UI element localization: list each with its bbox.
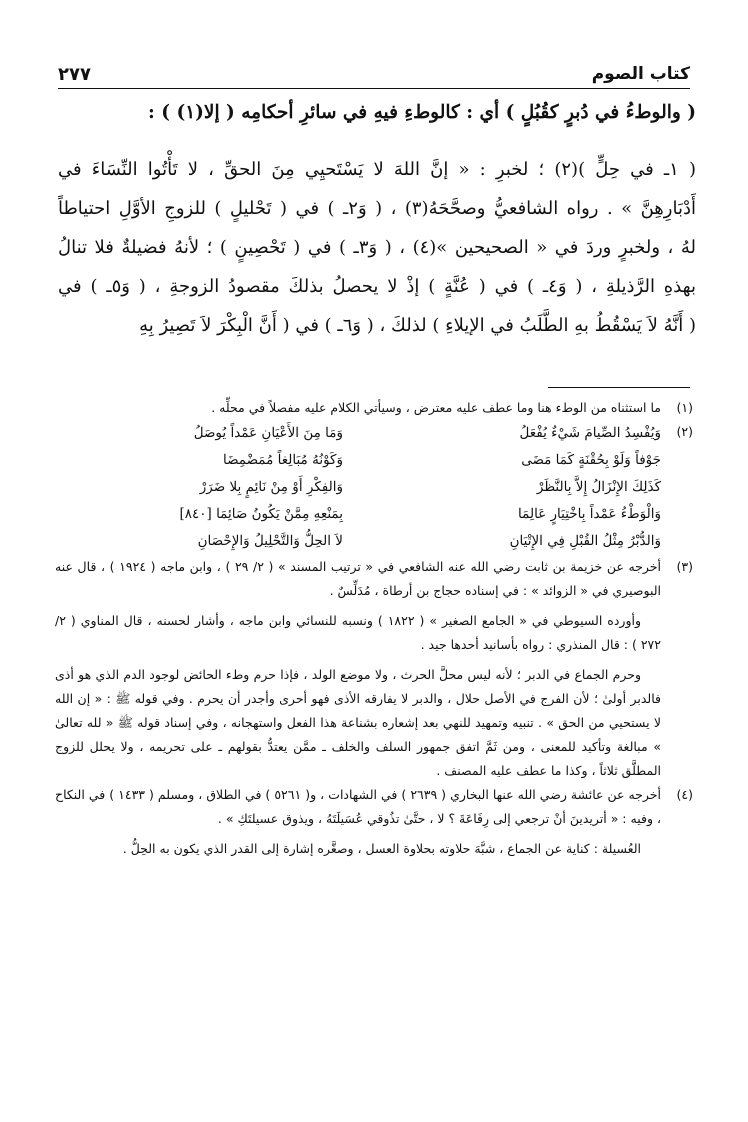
- running-header: [58, 58, 690, 89]
- footnote-number: (٢): [676, 424, 693, 439]
- matn-heading: ( والوطءُ في دُبرٍ كقُبُلٍ ) أي : كالوطءِ فيهِ في سائرِ أحكامِه ( إلا(١) ) :: [148, 102, 696, 123]
- poem-verses: [55, 420, 661, 555]
- main-paragraph: [58, 150, 696, 345]
- verse-half: وَكَوْنُهُ مُبَالِغاً مُمَضْمِضَا: [222, 452, 343, 468]
- verse-half: لاَ الحِلُّ وَالتَّحْلِيلُ وَالإِحْصَانِ: [197, 533, 343, 549]
- main-line: ( ١ـ في حِلٍّ )(٢) ؛ لخبرِ : « إنَّ اللهَ لا يَسْتَحيِي مِنَ الحقِّ ، لا تَأْتُوا النِّسَاءَ في: [58, 158, 696, 180]
- footnote-4: [55, 783, 693, 861]
- footnote-1: [55, 396, 693, 420]
- footnote-text: أخرجه عن عائشة رضي الله عنها البخاري ( ٢٦٣٩ ) في الشهادات ، و( ٥٢٦١ ) في الطلاق ، ومسلم ( ١٤٣٣ ) في النكاح ، وفيه : « أتريدينَ أنْ ترجعي إلى رِفَاعَةَ ؟ لا ، حتَّىٰ تذُوقي عُسَيلَتَهُ ، ويذوق عسيلتَكِ » .: [55, 787, 661, 826]
- footnote-separator: [548, 387, 690, 388]
- footnote-number: (٣): [676, 559, 693, 574]
- main-line: لهُ ، ولخبرٍ وردَ في « الصحيحين »(٤) ، ( وَ٣ـ ) في ( تَحْصِينٍ ) ؛ لأنهُ فضيلةٌ فلا تنالُ: [58, 236, 697, 258]
- main-line: ( أَنَّهُ لاَ يَسْقُطُ بهِ الطَّلَبُ في الإيلاءِ ) لذلكَ ، ( وَ٦ـ ) في ( أَنَّ الْبِكْرَ لاَ تَصِيرُ بِهِ: [139, 314, 696, 336]
- verse-half: بِمَنْعِهِ مِمَّنْ يَكُونُ صَائِمَا [٨٤٠]: [179, 506, 343, 522]
- footnote-text: العُسيلة : كناية عن الجماع ، شبَّهَ حلاوته بحلاوة العسل ، وصغَّره إشارة إلى القدر الذي يكون به الحِلُّ .: [122, 841, 641, 856]
- verse-half: وَالفِكْرِ أَوْ مِنْ نَائِمٍ بِلا ضَرَرْ: [199, 479, 343, 495]
- page-number: ٢٧٧: [58, 64, 91, 85]
- footnote-3: [55, 555, 693, 783]
- verse-half: وَالْوَطْءُ عَمْداً بِاخْتِيَارٍ عَالِمَا: [518, 506, 661, 522]
- footnote-2: [55, 420, 693, 555]
- footnotes: [55, 396, 693, 861]
- verse-half: وَمَا مِنَ الأَعْيَانِ عَمْداً يُوصَلُ: [193, 425, 343, 441]
- main-line: بهذهِ الرَّذيلةِ ، ( وَ٤ـ ) في ( عُنَّةٍ ) إذْ لا يحصلُ بذلكَ مقصودُ الزوجةِ ، ( وَ٥ـ ) في: [58, 275, 696, 297]
- verse-half: وَيُفْسِدُ الصِّيامَ شَيْءٌ يُفْعَلُ: [519, 425, 661, 441]
- verse-half: كَذَلِكَ الإِنْزَالُ إِلاَّ بِالنَّظَرْ: [536, 479, 661, 495]
- main-text: [58, 98, 696, 345]
- main-line: أَدْبَارِهِنَّ » . رواه الشافعيُّ وصحَّحَهُ(٣) ، ( وَ٢ـ ) في ( تَحْليلٍ ) للزوجِ الأوَّلِ احتياطاً: [58, 197, 696, 219]
- footnote-text: وحرم الجماع في الدبر ؛ لأنه ليس محلَّ الحرث ، ولا موضع الولد ، فإذا حرم وطء الحائض لوجود الدم الذي هو أذى فالدبر أولىٰ ؛ لأن الفرج في الأصل حلال ، والدبر لا يفارقه الأذى فهو أحرى وأجدر أن يحرم . وفي قوله ﷺ : « إن الله لا يستحيي من الحق » . تنبيه وتمهيد للنهي بعد إشعاره بشناعة هذا الفعل واستهجانه ، وفي إسناد قوله ﷺ « لله تعالىٰ » مبالغة وتأكيد للمعنى ، ومن ثَمَّ اتفق جمهور السلف والخلف ـ ممَّن يعتدُّ بقولهم ـ على تحريمه ، ولا يحلل للزوج المطلَّق ثلاثاً ، وكذا ما عطف عليه المصنف .: [55, 667, 661, 778]
- footnote-number: (١): [676, 400, 693, 415]
- footnote-text: ما استثناه من الوطء هنا وما عطف عليه معترض ، وسيأتي الكلام عليه مفصلاً في محلِّه .: [211, 400, 661, 415]
- footnote-text: أخرجه عن خزيمة بن ثابت رضي الله عنه الشافعي في « ترتيب المسند » ( ٢/ ٢٩ ) ، وابن ماجه ( ١٩٢٤ ) ، قال عنه البوصيري في « الزوائد » : في إسناده حجاج بن أرطاة ، مُدَلِّسٌ .: [55, 559, 661, 598]
- footnote-text: وأورده السيوطي في « الجامع الصغير » ( ١٨٢٢ ) ونسبه للنسائي وابن ماجه ، وأشار لحسنه ، قال المناوي ( ٢/ ٢٧٢ ) : قال المنذري : رواه بأسانيد أحدها جيد .: [55, 613, 661, 652]
- verse-half: وَالدُّبْرُ مِثْلُ القُبْلِ فِي الإِتْيَانِ: [509, 533, 661, 549]
- verse-half: جَوْفاً وَلَوْ بِحُقْنَةٍ كَمَا مَضَى: [521, 452, 661, 468]
- footnote-number: (٤): [676, 787, 693, 802]
- chapter-title: كتاب الصوم: [591, 64, 690, 84]
